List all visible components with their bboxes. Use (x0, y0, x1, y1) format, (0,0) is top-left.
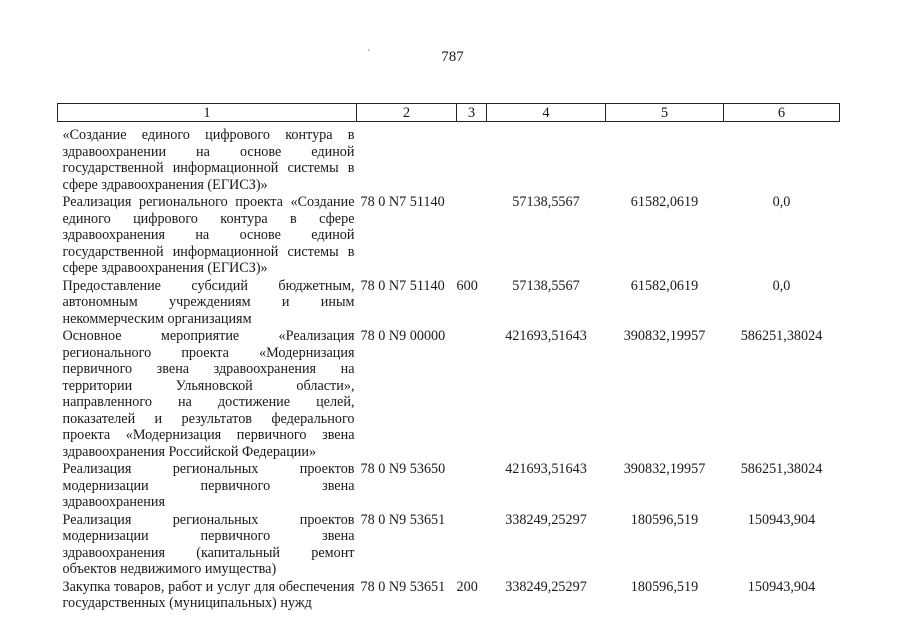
row-value-6: 150943,904 (747, 578, 816, 595)
row-code: 78 0 N9 00000 (360, 328, 446, 344)
header-col-6: 6 (724, 104, 840, 122)
row-name: Предоставление субсидий бюджетным, автономным учреждениям и иным некоммерческим организациям (62, 277, 355, 327)
table-row (58, 512, 840, 579)
page-number: 787 (441, 49, 464, 65)
table-body (58, 122, 840, 613)
row-value-5: 180596,519 (630, 578, 699, 595)
row-value-4: 338249,25297 (505, 578, 587, 595)
row-value-4: 338249,25297 (505, 511, 587, 528)
header-col-3: 3 (457, 104, 487, 122)
row-value-4: 57138,5567 (512, 277, 580, 294)
row-value-6: 0,0 (772, 277, 791, 294)
row-value-6: 0,0 (772, 194, 791, 210)
row-value-5: 390832,19957 (623, 328, 706, 344)
row-code (357, 122, 457, 195)
row-name: Закупка товаров, работ и услуг для обеспечения государственных (муниципальных) нужд (62, 578, 355, 611)
row-value-4: 421693,51643 (505, 461, 587, 477)
row-value-4: 57138,5567 (512, 194, 580, 210)
row-expense-type (457, 328, 487, 461)
table-row (58, 328, 840, 461)
row-name: «Создание единого цифрового контура в здравоохранении на основе единой государственной информационной системы в сфере здравоохранения (ЕГИСЗ)» (62, 127, 355, 193)
row-code: 78 0 N7 51140 (360, 194, 445, 210)
row-value-6 (724, 122, 840, 195)
row-value-5 (606, 122, 724, 195)
table-row (58, 461, 840, 512)
row-value-4: 421693,51643 (505, 328, 587, 344)
table-row (58, 579, 840, 613)
row-value-6: 586251,38024 (740, 461, 823, 477)
row-value-5: 390832,19957 (623, 461, 706, 477)
row-expense-type (457, 512, 487, 579)
row-expense-type: 200 (456, 578, 478, 595)
row-name: Основное мероприятие «Реализация регионального проекта «Модернизация первичного звена здравоохранения на территории Ульяновской области», направленного на достижение целей, показателей и результатов федерального проекта «Модернизация первичного звена здравоохранения Российской Федерации» (62, 328, 355, 460)
header-row (58, 104, 840, 122)
row-value-5: 180596,519 (630, 511, 699, 528)
row-expense-type (457, 122, 487, 195)
row-expense-type (457, 194, 487, 278)
row-value-4 (487, 122, 606, 195)
table-header (58, 104, 840, 122)
row-value-6: 586251,38024 (740, 328, 823, 344)
row-value-5: 61582,0619 (630, 277, 699, 294)
row-value-6: 150943,904 (747, 511, 816, 528)
header-col-2: 2 (357, 104, 457, 122)
budget-table (57, 103, 840, 613)
row-name: Реализация регионального проекта «Создание единого цифрового контура в сфере здравоохранения на основе единой государственной информационной системы в сфере здравоохранения (ЕГИСЗ)» (62, 194, 355, 276)
row-name: Реализация региональных проектов модернизации первичного звена здравоохранения (62, 461, 355, 510)
row-code: 78 0 N9 53651 (360, 511, 446, 528)
row-expense-type: 600 (456, 277, 478, 294)
row-name: Реализация региональных проектов модернизации первичного звена здравоохранения (капитальный ремонт объектов недвижимого имущества) (62, 511, 355, 577)
table-row (58, 194, 840, 278)
table-row (58, 278, 840, 329)
scan-speck: ' (368, 48, 370, 59)
row-code: 78 0 N9 53651 (360, 578, 446, 595)
row-code: 78 0 N9 53650 (360, 461, 446, 477)
header-col-5: 5 (606, 104, 724, 122)
row-expense-type (457, 461, 487, 512)
row-value-5: 61582,0619 (630, 194, 699, 210)
header-col-4: 4 (487, 104, 606, 122)
table-row (58, 122, 840, 195)
row-code: 78 0 N7 51140 (360, 277, 445, 294)
header-col-1: 1 (58, 104, 357, 122)
